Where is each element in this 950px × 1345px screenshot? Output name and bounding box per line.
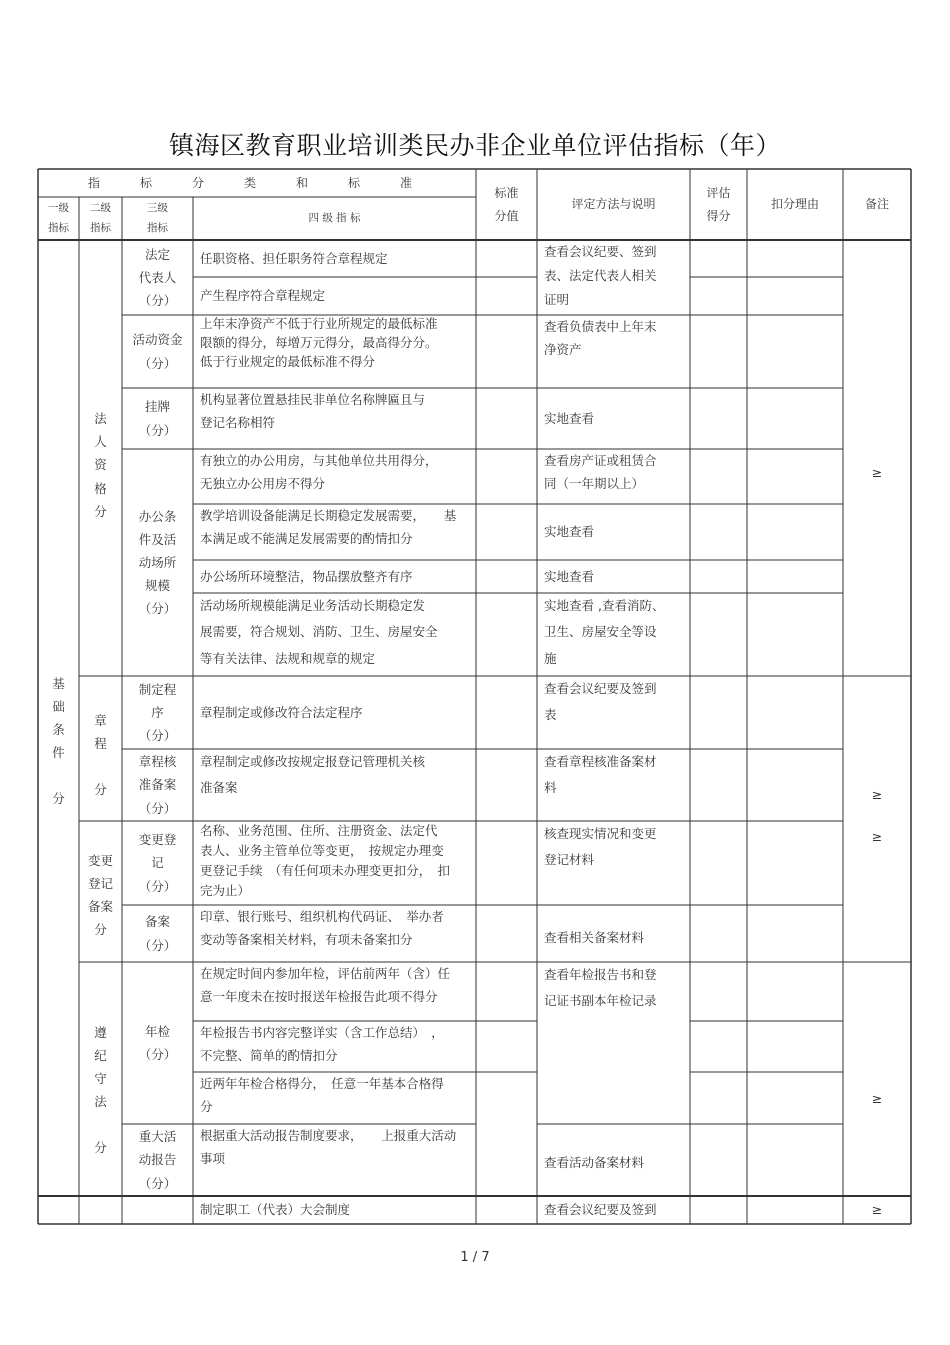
remark-b2a: ≥ <box>871 787 883 803</box>
level3-change-reg: 变更登 记 （分） <box>138 832 177 894</box>
method-m4: 查看房产证或租赁合 同（一年期以上） <box>544 453 657 492</box>
remark-b3: ≥ <box>871 1091 883 1107</box>
level1-basic: 基 础 条 件 分 <box>52 675 65 807</box>
method-m6: 实地查看 <box>544 568 595 584</box>
criterion-r15: 近两年年检合格得分， 任意一年基本合格得 分 <box>200 1076 444 1115</box>
method-m9: 查看章程核准备案材 料 <box>544 754 657 796</box>
level3-filing: 备案 （分） <box>138 914 177 953</box>
method-m12: 查看年检报告书和登 记证书副本年检记录 <box>544 967 657 1009</box>
level2-law: 遵 纪 守 法 分 <box>94 1024 107 1156</box>
header-eval-score: 评估 得分 <box>706 186 731 223</box>
header-group: 指 标 分 类 和 标 准 <box>87 175 426 190</box>
criterion-r16: 根据重大活动报告制度要求， 上报重大活动 事项 <box>200 1128 457 1167</box>
criterion-r13: 在规定时间内参加年检，评估前两年（含）任 意一年度未在按时报送年检报告此项不得分 <box>200 966 451 1005</box>
criterion-r10: 章程制定或修改按规定报登记管理机关核 准备案 <box>200 754 426 796</box>
header-level3: 三级 指标 <box>147 202 168 234</box>
remark-b1: ≥ <box>871 465 883 481</box>
method-m1: 查看会议纪要、签到 表、法定代表人相关 证明 <box>544 244 657 307</box>
level3-procedure: 制定程 序 （分） <box>138 681 177 744</box>
criterion-r4: 机构显著位置悬挂民非单位名称牌匾且与 登记名称相符 <box>200 392 426 431</box>
method-m11: 查看相关备案材料 <box>544 929 645 945</box>
method-m13: 查看活动备案材料 <box>544 1155 645 1171</box>
method-m7: 实地查看 ,查看消防、 卫生、房屋安全等设 施 <box>544 598 665 666</box>
criterion-r3: 上年末净资产不低于行业所规定的最低标准 限额的得分，每增万元得分，最高得分分。 低于行业规定的最低标准不得分 <box>200 316 438 369</box>
method-m5: 实地查看 <box>544 524 595 540</box>
level3-sign: 挂牌 （分） <box>138 399 177 438</box>
header-std-score: 标准 分值 <box>494 186 519 223</box>
level3-major: 重大活 动报告 （分） <box>138 1129 177 1191</box>
criterion-r11: 名称、业务范围、住所、注册资金、法定代 表人、业务主管单位等变更， 按规定办理变 更登记手续 （有任何项未办理变更扣分， 扣 完为止） <box>200 823 451 898</box>
criterion-r14: 年检报告书内容完整详实（含工作总结） ， 不完整、简单的酌情扣分 <box>200 1025 444 1064</box>
level3-office: 办公条 件及活 动场所 规模 （分） <box>138 508 177 617</box>
remark-b2b: ≥ <box>871 829 883 845</box>
header-level2: 二级 指标 <box>90 202 111 234</box>
criterion-r5: 有独立的办公用房，与其他单位共用得分， 无独立办公用房不得分 <box>200 453 438 492</box>
level3-funds: 活动资金 （分） <box>132 332 183 371</box>
method-m10: 核查现实情况和变更 登记材料 <box>544 826 657 868</box>
criterion-r7: 办公场所环境整洁，物品摆放整齐有序 <box>200 568 413 584</box>
criterion-r9: 章程制定或修改符合法定程序 <box>200 704 363 720</box>
method-m3: 实地查看 <box>544 410 595 426</box>
criterion-r12: 印章、银行账号、组织机构代码证、 举办者 变动等备案相关材料，有项未备案扣分 <box>200 909 444 948</box>
remark-b4: ≥ <box>871 1202 883 1218</box>
method-m2: 查看负债表中上年末 净资产 <box>544 319 657 358</box>
criterion-r2: 产生程序符合章程规定 <box>200 288 326 304</box>
header-deduct-reason: 扣分理由 <box>770 197 819 211</box>
method-m14: 查看会议纪要及签到 <box>544 1202 657 1218</box>
page-number: 1 / 7 <box>460 1250 490 1265</box>
criterion-r6: 教学培训设备能满足长期稳定发展需要， 基 本满足或不能满足发展需要的酌情扣分 <box>200 508 457 547</box>
criterion-r1: 任职资格、担任职务符合章程规定 <box>200 250 388 266</box>
page-title: 镇海区教育职业培训类民办非企业单位评估指标（年） <box>168 131 781 160</box>
header-level4: 四 级 指 标 <box>308 211 361 224</box>
header-remark: 备注 <box>864 197 889 211</box>
level3-approval: 章程核 准备案 （分） <box>138 754 177 816</box>
method-m8: 查看会议纪要及签到 表 <box>544 681 657 723</box>
level2-charter: 章 程 分 <box>94 712 107 798</box>
criterion-r8: 活动场所规模能满足业务活动长期稳定发 展需要，符合规划、消防、卫生、房屋安全 等有关法律、法规和规章的规定 <box>200 598 438 666</box>
level2-change: 变更 登记 备案 分 <box>87 852 113 938</box>
header-method: 评定方法与说明 <box>571 197 656 211</box>
level3-rep: 法定 代表人 （分） <box>138 246 177 309</box>
header-level1: 一级 指标 <box>48 202 69 234</box>
level3-annual: 年检 （分） <box>138 1023 177 1062</box>
criterion-r17: 制定职工（代表）大会制度 <box>200 1202 351 1218</box>
level2-legal: 法 人 资 格 分 <box>94 411 107 519</box>
